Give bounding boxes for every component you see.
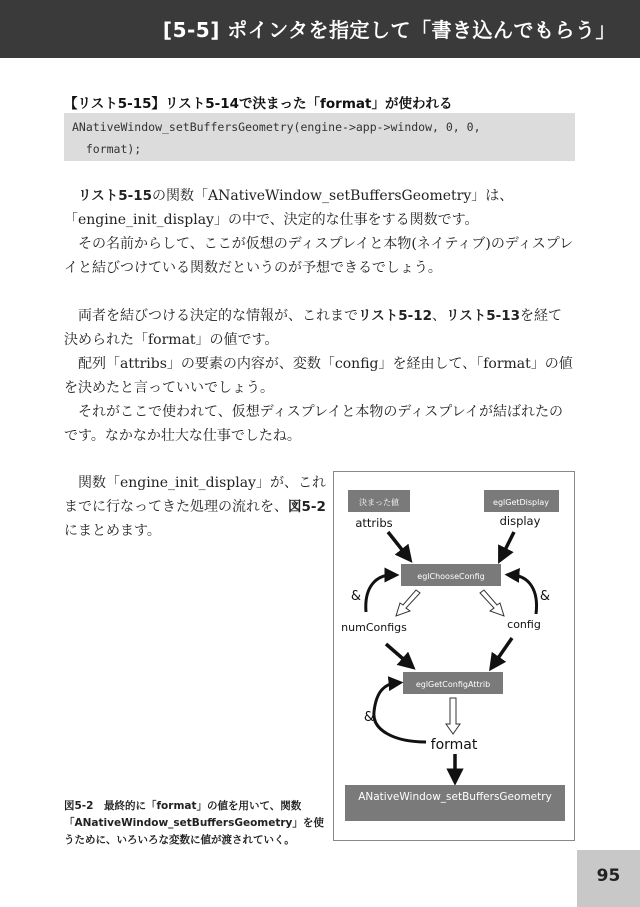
code-line-2: format); <box>72 142 142 156</box>
section-title: [5-5] ポインタを指定して「書き込んでもらう」 <box>162 18 616 42</box>
arrow-display-to-choose <box>502 532 514 556</box>
arrow-attribs-to-choose <box>388 532 407 556</box>
hollow-arrow-config <box>480 590 504 616</box>
listing-ref: リスト5-15 <box>78 188 153 204</box>
paragraph-5: それがここで使われて、仮想ディスプレイと本物のディスプレイが結ばれたのです。なかなか壮大な仕事でしたね。 <box>64 404 563 444</box>
box-eglgetconfigattrib-label: eglGetConfigAttrib <box>415 680 491 689</box>
arrow-loop-right <box>512 575 537 614</box>
figure-ref: 図5-2 <box>288 499 326 515</box>
label-config: config <box>507 618 541 631</box>
paragraph-1 <box>64 184 576 232</box>
caption-text: 最終的に「format」の値を用いて、関数「ANativeWindow_setBuffersGeometry」を使うために、いろいろな変数に値が渡されていく。 <box>64 800 324 846</box>
caption-fig-no: 図5-2 <box>64 800 94 812</box>
hollow-arrow-format <box>446 698 460 734</box>
label-display: display <box>499 514 541 528</box>
box-eglgetdisplay-label: eglGetDisplay <box>493 498 549 507</box>
flow-diagram <box>334 472 576 842</box>
figure-5-2 <box>333 471 575 841</box>
listing-ref: リスト5-12 <box>358 308 433 324</box>
page-number: 95 <box>596 866 621 886</box>
arrow-numconfigs-to-attrib <box>386 644 409 664</box>
box-setbuffers-label: ANativeWindow_setBuffersGeometry <box>358 791 552 803</box>
code-block <box>64 113 575 161</box>
hollow-arrow-numconfigs <box>396 590 420 616</box>
listing-ref: リスト5-13 <box>446 308 521 324</box>
paragraph-3-text-c: を経て決められた「format」の値です。 <box>64 308 563 348</box>
label-attribs: attribs <box>355 516 393 530</box>
figure-caption <box>64 798 326 849</box>
paragraph-2: その名前からして、ここが仮想のディスプレイと本物(ネイティブ)のディスプレイと結びつけている関数だというのが予想できるでしょう。 <box>64 236 574 276</box>
amp-right: & <box>539 589 551 604</box>
label-format: format <box>430 737 478 753</box>
chapter-header-bar <box>0 0 640 58</box>
code-line-1: ANativeWindow_setBuffersGeometry(engine->app->window, 0, 0, <box>72 120 481 134</box>
amp-bottom: & <box>363 710 375 725</box>
arrow-config-to-attrib <box>494 638 512 664</box>
arrow-loop-left <box>366 575 392 612</box>
paragraph-4: 配列「attribs」の要素の内容が、変数「config」を経由して、「format」の値を決めたと言っていいでしょう。 <box>64 356 573 396</box>
page-number-tab <box>577 850 640 907</box>
box-eglchooseconfig-label: eglChooseConfig <box>417 572 485 581</box>
paragraph-1-text: の関数「ANativeWindow_setBuffersGeometry」は、「engine_init_display」の中で、決定的な仕事をする関数です。 <box>64 188 514 228</box>
listing-title: 【リスト5-15】リスト5-14で決まった「format」が使われる <box>64 96 453 112</box>
paragraph-6-text-a: 関数「engine_init_display」が、これまでに行なってきた処理の流れを、 <box>64 475 326 515</box>
paragraph-6 <box>64 471 326 543</box>
amp-left: & <box>350 589 362 604</box>
label-numconfigs: numConfigs <box>341 621 407 634</box>
paragraph-6-text-b: にまとめます。 <box>64 523 161 539</box>
paragraph-3-text-a: 両者を結びつける決定的な情報が、これまで <box>78 308 358 324</box>
paragraph-3-text-b: 、 <box>432 308 447 324</box>
box-decided-label: 決まった値 <box>359 498 399 507</box>
paragraph-3 <box>64 304 576 352</box>
